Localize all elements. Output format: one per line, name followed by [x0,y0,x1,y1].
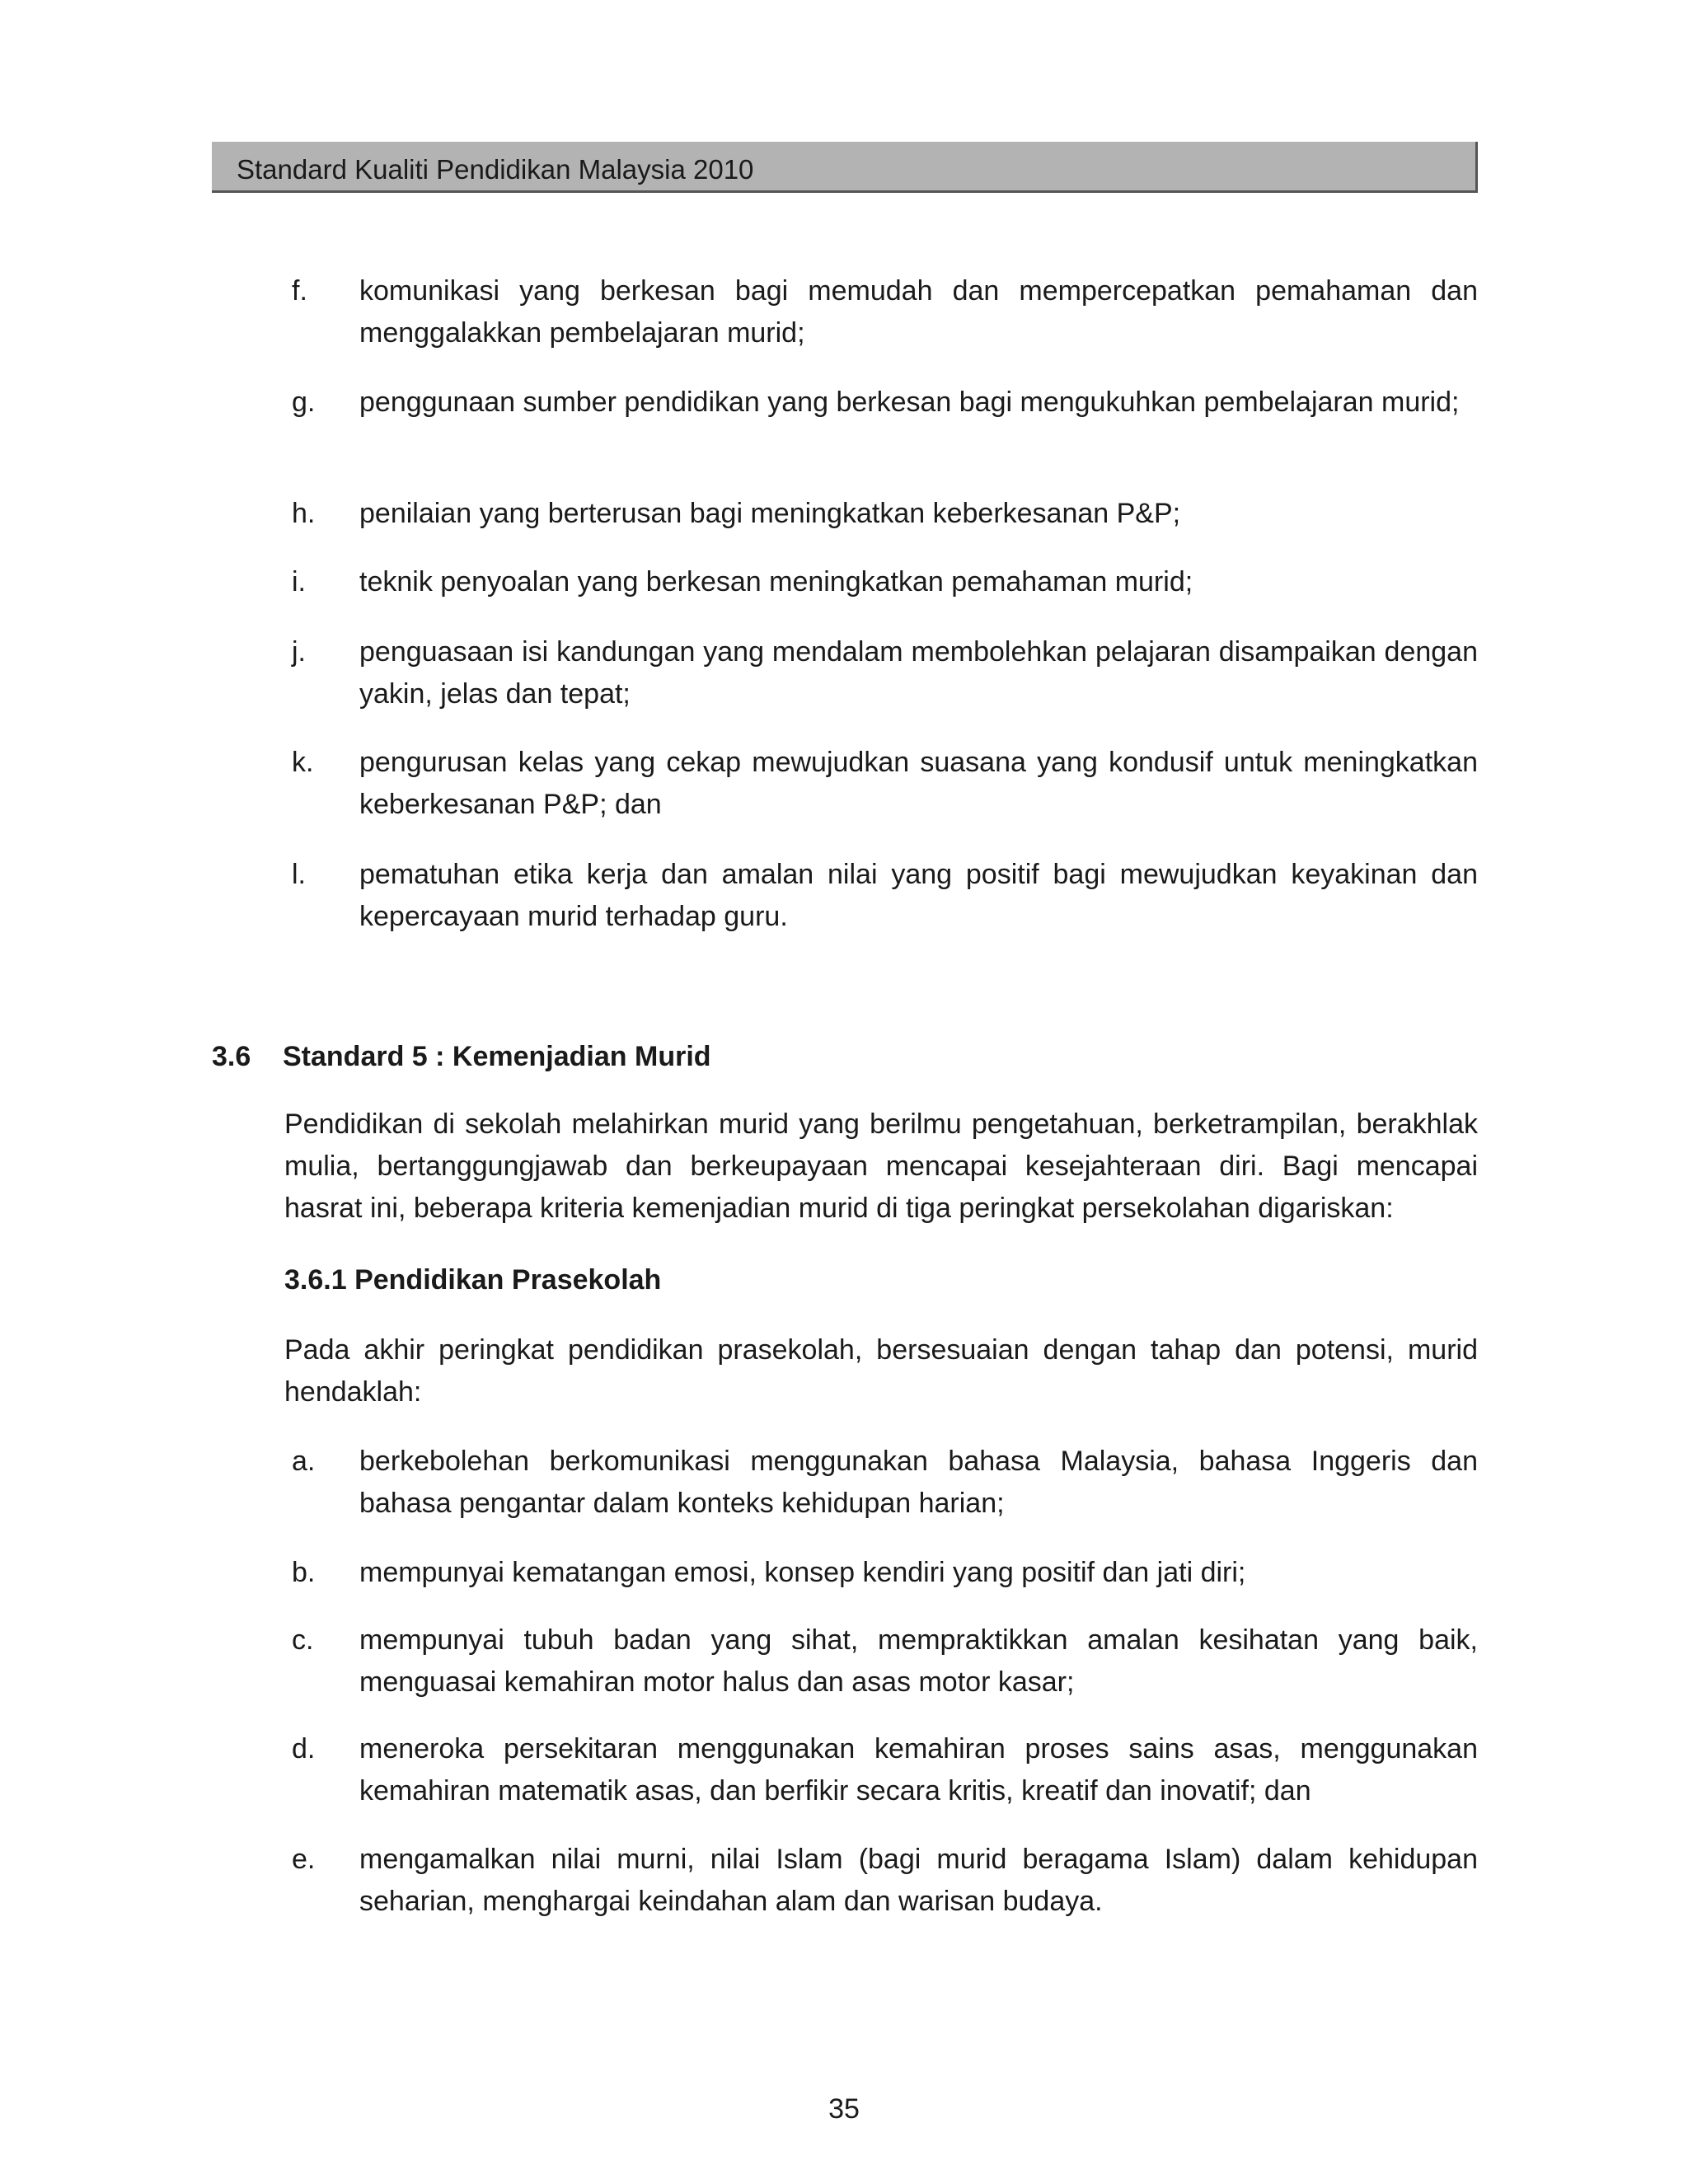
list-item-text: penguasaan isi kandungan yang mendalam membolehkan pelajaran disampaikan dengan yakin, jelas dan tepat; [359,636,1478,710]
list-item-text: mempunyai tubuh badan yang sihat, mempraktikkan amalan kesihatan yang baik, menguasai kemahiran motor halus dan asas motor kasar; [359,1624,1478,1698]
header-title: Standard Kualiti Pendidikan Malaysia 2010 [237,154,754,185]
list-item-label: c. [292,1624,314,1656]
list-item-text: pematuhan etika kerja dan amalan nilai yang positif bagi mewujudkan keyakinan dan kepercayaan murid terhadap guru. [359,859,1478,932]
list-item-text: meneroka persekitaran menggunakan kemahiran proses sains asas, menggunakan kemahiran matematik asas, dan berfikir secara kritis, kreatif dan inovatif; dan [359,1733,1478,1807]
list-item-text: berkebolehan berkomunikasi menggunakan bahasa Malaysia, bahasa Inggeris dan bahasa pengantar dalam konteks kehidupan harian; [359,1446,1478,1519]
running-header [212,142,1478,193]
list-item-text: mengamalkan nilai murni, nilai Islam (bagi murid beragama Islam) dalam kehidupan seharian, menghargai keindahan alam dan warisan budaya. [359,1844,1478,1917]
list-item-text: teknik penyoalan yang berkesan meningkatkan pemahaman murid; [359,566,1193,598]
list-item-label: g. [292,387,316,418]
list-item-label: h. [292,498,316,529]
section-intro-paragraph: Pendidikan di sekolah melahirkan murid yang berilmu pengetahuan, berketrampilan, berakhlak mulia, bertanggungjawab dan berkeupayaan mencapai kesejahteraan diri. Bagi mencapai hasrat ini, beberapa kriteria kemenjadian murid di tiga peringkat persekolahan digariskan: [284,1108,1478,1224]
subsection-heading: 3.6.1 Pendidikan Prasekolah [284,1264,662,1296]
list-item-label: b. [292,1557,316,1588]
list-item-label: k. [292,747,314,778]
subsection-intro-paragraph: Pada akhir peringkat pendidikan prasekolah, bersesuaian dengan tahap dan potensi, murid hendaklah: [284,1334,1478,1408]
list-item-label: i. [292,566,306,598]
list-item-label: e. [292,1844,316,1875]
list-item-text: penilaian yang berterusan bagi meningkatkan keberkesanan P&P; [359,498,1181,529]
list-item-text: penggunaan sumber pendidikan yang berkesan bagi mengukuhkan pembelajaran murid; [359,387,1460,418]
section-title: Standard 5 : Kemenjadian Murid [283,1041,711,1072]
list-item-text: pengurusan kelas yang cekap mewujudkan suasana yang kondusif untuk meningkatkan keberkesanan P&P; dan [359,747,1478,820]
list-item-text: komunikasi yang berkesan bagi memudah dan mempercepatkan pemahaman dan menggalakkan pembelajaran murid; [359,275,1478,349]
list-item-text: mempunyai kematangan emosi, konsep kendiri yang positif dan jati diri; [359,1557,1246,1588]
list-item-label: j. [292,636,306,668]
page-number: 35 [828,2093,860,2125]
list-item-label: d. [292,1733,316,1765]
list-item-label: l. [292,859,306,890]
list-item-label: f. [292,275,307,307]
section-number: 3.6 [212,1041,251,1072]
list-item-label: a. [292,1446,316,1477]
section-heading [212,1036,711,1078]
